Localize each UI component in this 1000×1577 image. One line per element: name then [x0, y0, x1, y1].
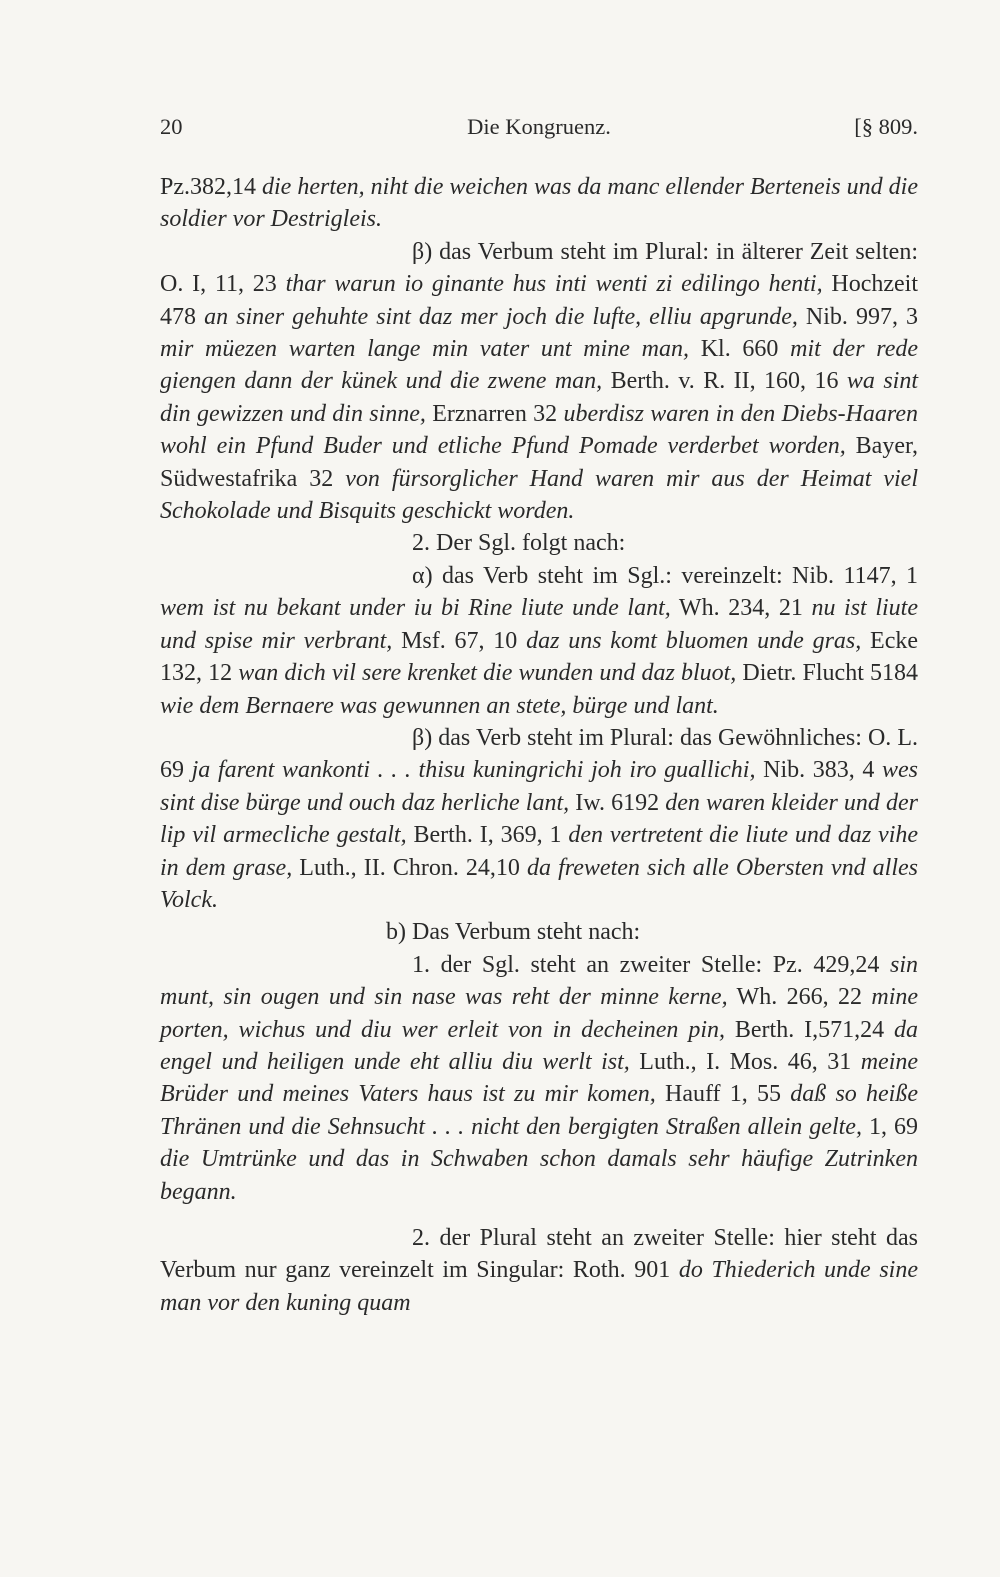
citation-text: β) das Verbum steht im Plural: in älterer Zeit selten: O. I, 11, 23: [160, 238, 918, 298]
paragraph-citation-continuation: [160, 171, 918, 236]
citation-quote: von fürsorglicher Hand waren mir aus der Heimat viel Schokolade und Bisquits geschickt worden.: [160, 465, 919, 525]
citation-text: b) Das Verbum steht nach:: [386, 919, 641, 946]
citation-text: Msf. 67, 10: [392, 627, 527, 654]
citation-text: Dietr. Flucht 5184: [736, 660, 919, 687]
citation-quote: mit der rede giengen dann der künek und die zwene man,: [160, 336, 919, 395]
citation-quote: wem ist nu bekant under iu bi Rine liute unde lant,: [160, 595, 671, 622]
citation-quote: mine porten, wichus und diu wer erleit von in decheinen pin,: [160, 984, 919, 1043]
citation-text: Erznarren 32: [425, 400, 564, 427]
citation-quote: den waren kleider und der lip vil armecliche gestalt,: [160, 789, 919, 849]
paragraph-sgl-second-position: [160, 949, 918, 1208]
citation-text: 1. der Sgl. steht an zweiter Stelle: Pz. 429,24: [412, 951, 890, 978]
citation-quote: da freweten sich alle Obersten vnd alles Volck.: [160, 854, 919, 913]
citation-text: Hauff 1, 55: [655, 1081, 791, 1108]
citation-quote: wes sint dise bürge und ouch daz herliche lant,: [160, 757, 919, 816]
citation-quote: do Thiederich unde sine man vor den kuning quam: [160, 1257, 918, 1316]
citation-quote: daz uns komt bluomen unde gras,: [526, 627, 862, 654]
citation-text: Wh. 234, 21: [670, 595, 812, 622]
citation-text: α) das Verb steht im Sgl.: vereinzelt: Nib. 1147, 1: [412, 562, 918, 589]
citation-text: Pz.382,14: [160, 174, 263, 200]
citation-quote: wa sint din gewizzen und din sinne,: [160, 368, 918, 427]
citation-text: Nib. 383, 4: [755, 757, 883, 784]
paragraph-heading-sgl-follows: [160, 527, 918, 559]
paragraph-beta-plural: [160, 236, 918, 528]
citation-quote: die Umtrünke und das in Schwaben schon damals sehr häufige Zutrinken begann.: [160, 1146, 918, 1205]
citation-quote: wan dich vil sere krenket die wunden und daz bluot,: [238, 660, 737, 687]
citation-text: Ecke 132, 12: [160, 627, 919, 687]
body-text: [160, 171, 918, 1319]
paragraph-plural-second-position: [160, 1222, 918, 1319]
citation-quote: wie dem Bernaere was gewunnen an stete, bürge und lant.: [160, 692, 719, 719]
citation-text: Berth. I,571,24: [724, 1016, 894, 1043]
citation-text: Hochzeit 478: [160, 271, 918, 330]
citation-text: Luth., II. Chron. 24,10: [292, 854, 528, 881]
citation-quote: den vertretent die liute und daz vihe in dem grase,: [160, 822, 919, 881]
paragraph-heading-verb-follows: [160, 916, 918, 948]
citation-quote: ja farent wankonti . . . thisu kuningrichi joh iro guallichi,: [191, 757, 756, 784]
citation-text: β) das Verb steht im Plural: das Gewöhnliches: O. L. 69: [160, 724, 918, 784]
running-title: Die Kongruenz.: [467, 114, 611, 139]
citation-quote: thar warun io ginante hus inti wenti zi edilingo henti,: [285, 271, 823, 298]
citation-text: 2. Der Sgl. folgt nach:: [412, 530, 626, 557]
citation-text: Iw. 6192: [569, 789, 666, 816]
section-reference: [§ 809.: [854, 114, 918, 139]
citation-quote: meine Brüder und meines Vaters haus ist zu mir komen,: [160, 1048, 919, 1108]
citation-quote: da engel und heiligen unde eht alliu diu werlt ist,: [160, 1016, 918, 1075]
citation-quote: mir müezen warten lange min vater unt mine man,: [160, 336, 689, 363]
paragraph-alpha-singular: [160, 560, 918, 722]
citation-quote: nu ist liute und spise mir verbrant,: [160, 595, 918, 654]
citation-quote: sin munt, sin ougen und sin nase was reht der minne kerne,: [160, 951, 918, 1011]
citation-text: Luth., I. Mos. 46, 31: [629, 1048, 861, 1075]
citation-quote: uberdisz waren in den Diebs-Haaren wohl ein Pfund Buder und etliche Pfund Pomade verderbet worden,: [160, 400, 919, 460]
page-number: 20: [160, 114, 183, 139]
citation-text: Bayer, Südwestafrika 32: [160, 433, 919, 492]
citation-quote: an siner gehuhte sint daz mer joch die lufte, elliu apgrunde,: [204, 303, 798, 330]
citation-text: Berth. I, 369, 1: [406, 822, 569, 849]
paragraph-beta-plural-common: [160, 722, 918, 916]
citation-text: Wh. 266, 22: [727, 984, 872, 1011]
citation-text: 1, 69: [861, 1113, 918, 1140]
citation-text: Kl. 660: [689, 336, 791, 363]
citation-text: Nib. 997, 3: [797, 303, 919, 330]
citation-text: Berth. v. R. II, 160, 16: [602, 368, 847, 395]
citation-text: 2. der Plural steht an zweiter Stelle: hier steht das Verbum nur ganz vereinzelt im Singular: Roth. 901: [160, 1225, 918, 1284]
citation-quote: daß so heiße Thränen und die Sehnsucht . . . nicht den bergigten Straßen allein gelte,: [160, 1081, 918, 1140]
citation-quote: die herten, niht die weichen was da manc ellender Berteneis und die soldier vor Destrigleis.: [160, 174, 918, 233]
